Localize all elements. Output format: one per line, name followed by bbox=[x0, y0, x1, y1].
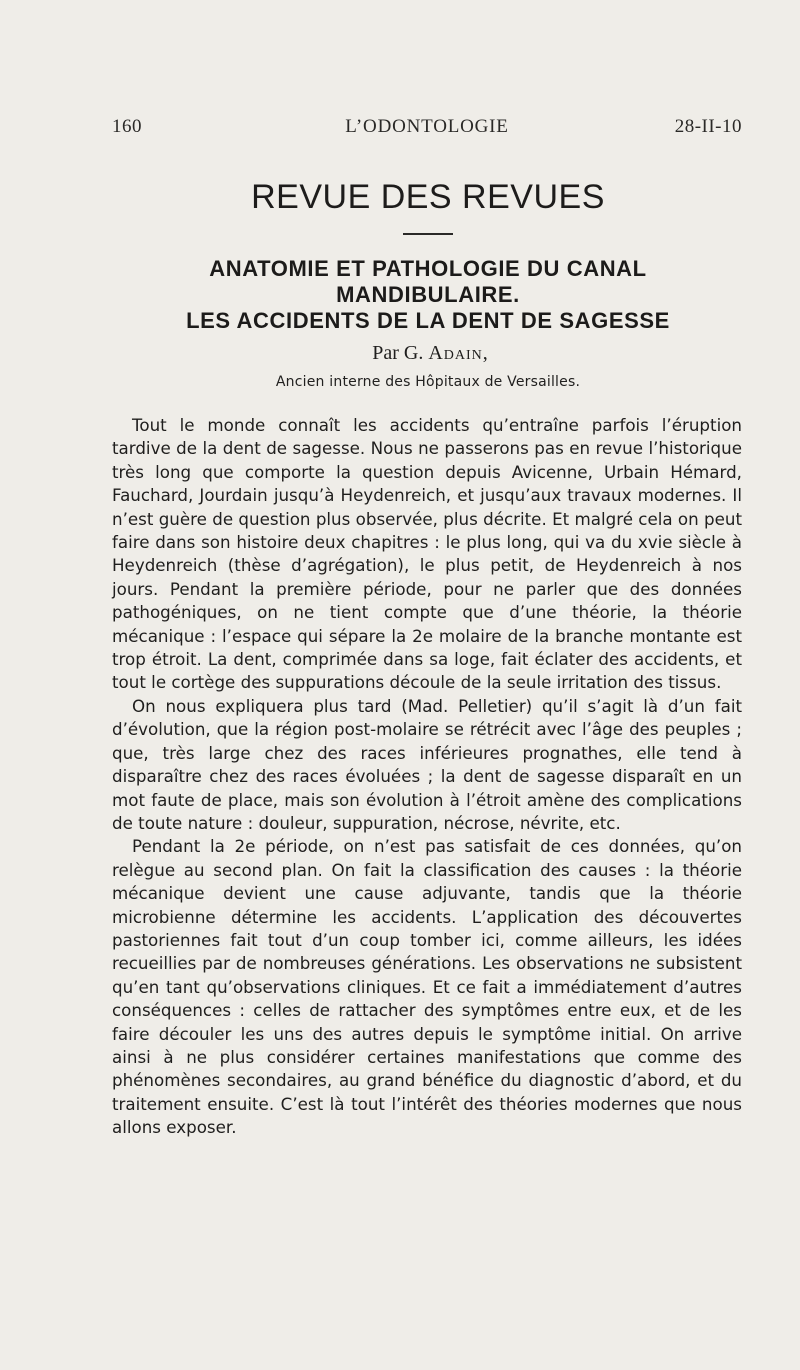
article-title-line: LES ACCIDENTS DE LA DENT DE SAGESSE bbox=[186, 308, 670, 333]
article-title-line: MANDIBULAIRE. bbox=[336, 282, 520, 307]
author-prefix: Par G. bbox=[372, 342, 424, 364]
paragraph: On nous expliquera plus tard (Mad. Pelletier) qu’il s’agit là d’un fait d’évolution, que la région post-molaire se rétrécit avec l’âge des peuples ; que, très large chez des races inférieures prognathes, elle tend à disparaître chez des races évoluées ; la dent de sagesse disparaît en un mot faute de place, mais son évolution à l’étroit amène des complications de toute nature : douleur, suppuration, nécrose, névrite, etc. bbox=[112, 695, 742, 833]
author-line bbox=[112, 342, 748, 365]
page-number: 160 bbox=[112, 116, 142, 137]
author-name: Adain bbox=[428, 342, 483, 364]
section-title: REVUE DES REVUES bbox=[251, 178, 605, 216]
running-header bbox=[112, 116, 742, 140]
title-divider bbox=[403, 233, 453, 235]
paragraph: Tout le monde connaît les accidents qu’entraîne parfois l’éruption tardive de la dent de sagesse. Nous ne passerons pas en revue l’historique très long que comporte la question depuis Avicenne, Urbain Hémard, Fauchard, Jourdain jusqu’à Heydenreich, et jusqu’aux travaux modernes. Il n’est guère de question plus observée, plus décrite. Et malgré cela on peut faire dans son histoire deux chapitres : le plus long, qui va du xvie siècle à Heydenreich (thèse d’agrégation), le plus petit, de Heydenreich à nos jours. Pendant la première période, pour ne parler que des données pathogéniques, on ne tient compte que d’une théorie, la théorie mécanique : l’espace qui sépare la 2e molaire de la branche montante est trop étroit. La dent, comprimée dans sa loge, fait éclater des accidents, et tout le cortège des suppurations découle de la seule irritation des tissus. bbox=[112, 415, 742, 693]
article-body bbox=[112, 414, 742, 1140]
paragraph: Pendant la 2e période, on n’est pas satisfait de ces données, qu’on relègue au second plan. On fait la classification des causes : la théorie mécanique devient une cause adjuvante, tandis que la théorie microbienne détermine les accidents. L’application des découvertes pastoriennes fait tout d’un coup tomber ici, comme ailleurs, les idées recueillies par de nombreuses générations. Les observations ne subsistent qu’en tant qu’observations cliniques. Et ce fait a immédiatement d’autres conséquences : celles de rattacher des symptômes entre eux, et de les faire découler les uns des autres depuis le symptôme initial. On arrive ainsi à ne plus considérer certaines manifestations que comme des phénomènes secondaires, au grand bénéfice du diagnostic d’abord, et du traitement ensuite. C’est là tout l’intérêt des théories modernes que nous allons exposer. bbox=[112, 836, 742, 1138]
author-affiliation: Ancien interne des Hôpitaux de Versailles. bbox=[275, 374, 581, 390]
article-title bbox=[112, 256, 744, 334]
journal-title: L’ODONTOLOGIE bbox=[345, 116, 509, 137]
author-suffix: , bbox=[482, 342, 488, 364]
article-title-line: ANATOMIE ET PATHOLOGIE DU CANAL bbox=[209, 256, 647, 281]
issue-date: 28-II-10 bbox=[674, 116, 742, 137]
